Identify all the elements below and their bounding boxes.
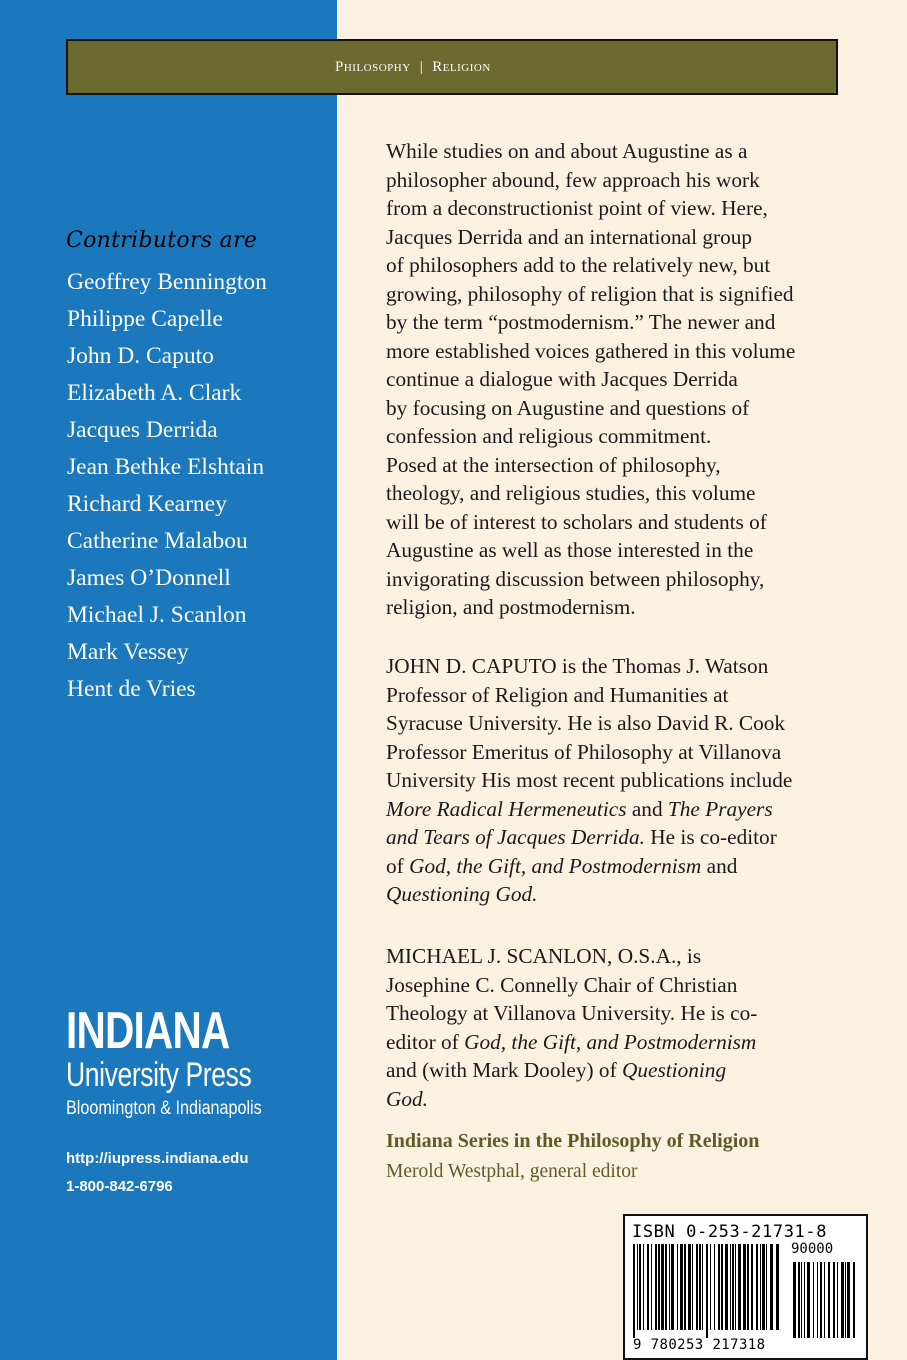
bio-line: University His most recent publications include: [386, 768, 793, 792]
bio-scanlon: [386, 942, 856, 1113]
book-title: God, the Gift, and Postmodernism: [409, 853, 702, 878]
category-philosophy: Philosophy: [335, 59, 411, 75]
bio-line: Professor of Religion and Humanities at: [386, 682, 729, 707]
bio-line: [386, 1085, 856, 1114]
book-title: The Prayers: [667, 796, 773, 821]
bio-text: and (with Mark Dooley) of: [386, 1058, 622, 1082]
category-separator: |: [419, 59, 424, 75]
contributor-name: Richard Kearney: [67, 491, 227, 517]
bio-line: Josephine C. Connelly Chair of Christian: [386, 972, 738, 997]
description-line: confession and religious commitment.: [386, 424, 712, 448]
contributor-name: Elizabeth A. Clark: [67, 380, 242, 406]
publisher-phone: 1-800-842-6796: [66, 1178, 173, 1195]
book-title: Questioning God.: [386, 882, 538, 906]
book-title: and Tears of Jacques Derrida.: [386, 825, 645, 849]
description-line: of philosophers add to the relatively new, but: [386, 253, 771, 277]
bio-caputo: [386, 652, 856, 909]
book-title: God, the Gift, and Postmodernism: [464, 1029, 757, 1054]
description-line: Posed at the intersection of philosophy,: [386, 452, 721, 477]
contributor-name: Jean Bethke Elshtain: [67, 454, 265, 480]
bio-text: and: [701, 853, 738, 878]
description-line: Jacques Derrida and an international group: [386, 224, 753, 249]
isbn-number: ISBN 0-253-21731-8: [632, 1222, 828, 1242]
contributor-name: James O’Donnell: [67, 565, 231, 591]
book-title: Questioning: [621, 1058, 727, 1082]
publisher-logo-indiana: INDIANA: [66, 1002, 230, 1060]
publisher-cities: Bloomington & Indianapolis: [66, 1098, 262, 1119]
description-line: by focusing on Augustine and questions of: [386, 395, 750, 420]
book-title: More Radical Hermeneutics: [386, 796, 627, 821]
bio-text: He is co-editor: [644, 825, 777, 849]
bio-text: editor of: [386, 1029, 465, 1054]
bio-line: Professor Emeritus of Philosophy at Villanova: [386, 739, 782, 764]
bio-line: [386, 852, 856, 881]
barcode-addon-number: 90000: [791, 1241, 834, 1257]
bio-line: [386, 823, 856, 852]
contributor-name: Philippe Capelle: [67, 306, 223, 332]
description-line: invigorating discussion between philosophy,: [386, 566, 765, 591]
bio-text: and: [626, 796, 668, 821]
bio-line: [386, 1056, 856, 1085]
series-editor: Merold Westphal, general editor: [386, 1161, 638, 1182]
description-line: by the term “postmodernism.” The newer and: [386, 310, 776, 334]
category-religion: Religion: [432, 59, 491, 75]
contributor-name: Mark Vessey: [67, 639, 189, 665]
description-line: more established voices gathered in this volume: [386, 338, 796, 363]
description-line: continue a dialogue with Jacques Derrida: [386, 367, 738, 391]
description-line: philosopher abound, few approach his work: [386, 167, 760, 192]
publisher-url: http://iupress.indiana.edu: [66, 1150, 249, 1167]
bio-text: of: [386, 853, 410, 878]
publisher-logo-university-press: University Press: [66, 1056, 252, 1094]
contributor-name: Michael J. Scanlon: [67, 602, 247, 628]
description-line: theology, and religious studies, this volume: [386, 481, 756, 505]
contributor-name: John D. Caputo: [67, 343, 214, 369]
contributors-heading: Contributors are: [66, 228, 258, 253]
bio-line: MICHAEL J. SCANLON, O.S.A., is: [386, 944, 702, 968]
category-banner: [66, 39, 838, 95]
description-line: While studies on and about Augustine as a: [386, 139, 748, 163]
contributor-name: Jacques Derrida: [67, 417, 218, 443]
description-line: Augustine as well as those interested in the: [386, 538, 754, 562]
bio-line: Theology at Villanova University. He is co-: [386, 1001, 758, 1025]
book-description: [386, 137, 856, 622]
bio-line: [386, 880, 856, 909]
description-line: growing, philosophy of religion that is signified: [386, 281, 794, 306]
barcode-icon: [633, 1244, 859, 1338]
ean-number: 9 780253 217318: [633, 1337, 766, 1353]
description-line: will be of interest to scholars and students of: [386, 509, 767, 534]
series-title: Indiana Series in the Philosophy of Religion: [386, 1130, 760, 1152]
contributor-name: Hent de Vries: [67, 676, 196, 702]
contributors-list: [67, 264, 267, 708]
book-title: God.: [386, 1086, 429, 1111]
bio-line: Syracuse University. He is also David R. Cook: [386, 711, 786, 735]
contributor-name: Catherine Malabou: [67, 528, 248, 554]
bio-line: [386, 795, 856, 824]
contributor-name: Geoffrey Bennington: [67, 269, 267, 295]
bio-line: [386, 1028, 856, 1057]
description-line: from a deconstructionist point of view. Here,: [386, 196, 768, 220]
bio-line: JOHN D. CAPUTO is the Thomas J. Watson: [386, 654, 769, 678]
description-line: religion, and postmodernism.: [386, 595, 636, 619]
category-text: [335, 59, 491, 76]
